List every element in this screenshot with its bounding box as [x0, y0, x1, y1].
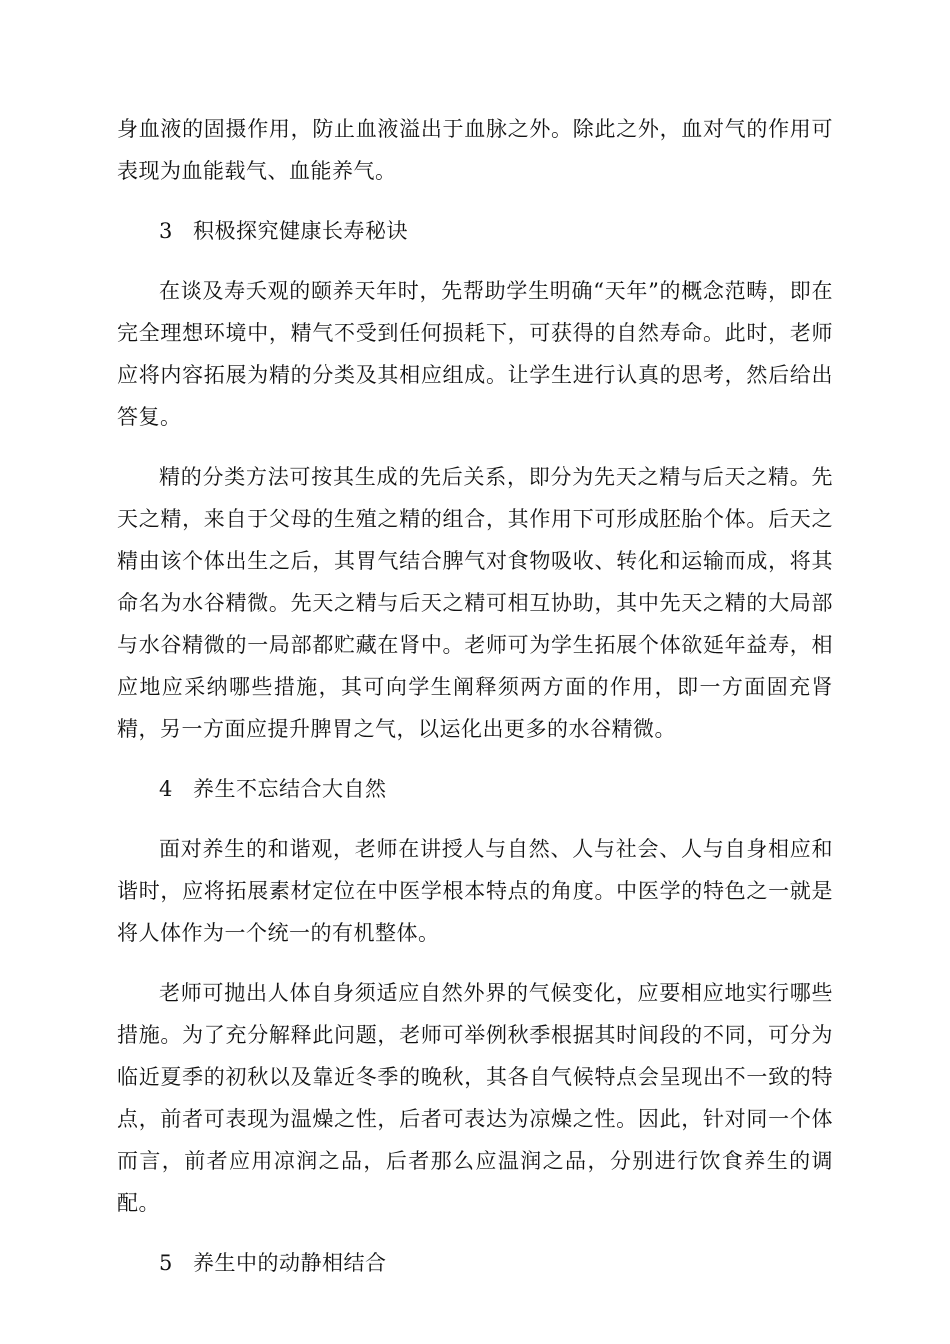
paragraph: 老师可抛出人体自身须适应自然外界的气候变化，应要相应地实行哪些措施。为了充分解释此问题，老师可举例秋季根据其时间段的不同，可分为临近夏季的初秋以及靠近冬季的晚秋，其各自气候特点会呈现出不一致的特点，前者可表现为温燥之性，后者可表达为凉燥之性。因此，针对同一个体而言，前者应用凉润之品，后者那么应温润之品，分别进行饮食养生的调配。 [117, 981, 833, 1215]
section-title: 养生中的动静相结合 [193, 1251, 387, 1275]
document-page [117, 108, 833, 1302]
paragraph-continuation: 身血液的固摄作用，防止血液溢出于血脉之外。除此之外，血对气的作用可表现为血能载气、血能养气。 [117, 117, 833, 183]
paragraph: 面对养生的和谐观，老师在讲授人与自然、人与社会、人与自身相应和谐时，应将拓展素材定位在中医学根本特点的角度。中医学的特色之一就是将人体作为一个统一的有机整体。 [117, 837, 833, 945]
paragraph: 精的分类方法可按其生成的先后关系，即分为先天之精与后天之精。先天之精，来自于父母的生殖之精的组合，其作用下可形成胚胎个体。后天之精由该个体出生之后，其胃气结合脾气对食物吸收、转化和运输而成，将其命名为水谷精微。先天之精与后天之精可相互协助，其中先天之精的大局部与水谷精微的一局部都贮藏在肾中。老师可为学生拓展个体欲延年益寿，相应地应采纳哪些措施，其可向学生阐释须两方面的作用，即一方面固充肾精，另一方面应提升脾胃之气，以运化出更多的水谷精微。 [117, 465, 833, 741]
section-number: 3 [159, 219, 173, 243]
section-title: 养生不忘结合大自然 [193, 777, 387, 801]
section-heading-5 [117, 1242, 833, 1284]
section-number: 5 [159, 1251, 173, 1275]
paragraph: 在谈及寿夭观的颐养天年时，先帮助学生明确“天年”的概念范畴，即在完全理想环境中，精气不受到任何损耗下，可获得的自然寿命。此时，老师应将内容拓展为精的分类及其相应组成。让学生进行认真的思考，然后给出答复。 [117, 279, 833, 429]
section-title: 积极探究健康长寿秘诀 [193, 219, 408, 243]
section-heading-4 [117, 768, 833, 810]
section-heading-3 [117, 210, 833, 252]
section-number: 4 [159, 777, 173, 801]
